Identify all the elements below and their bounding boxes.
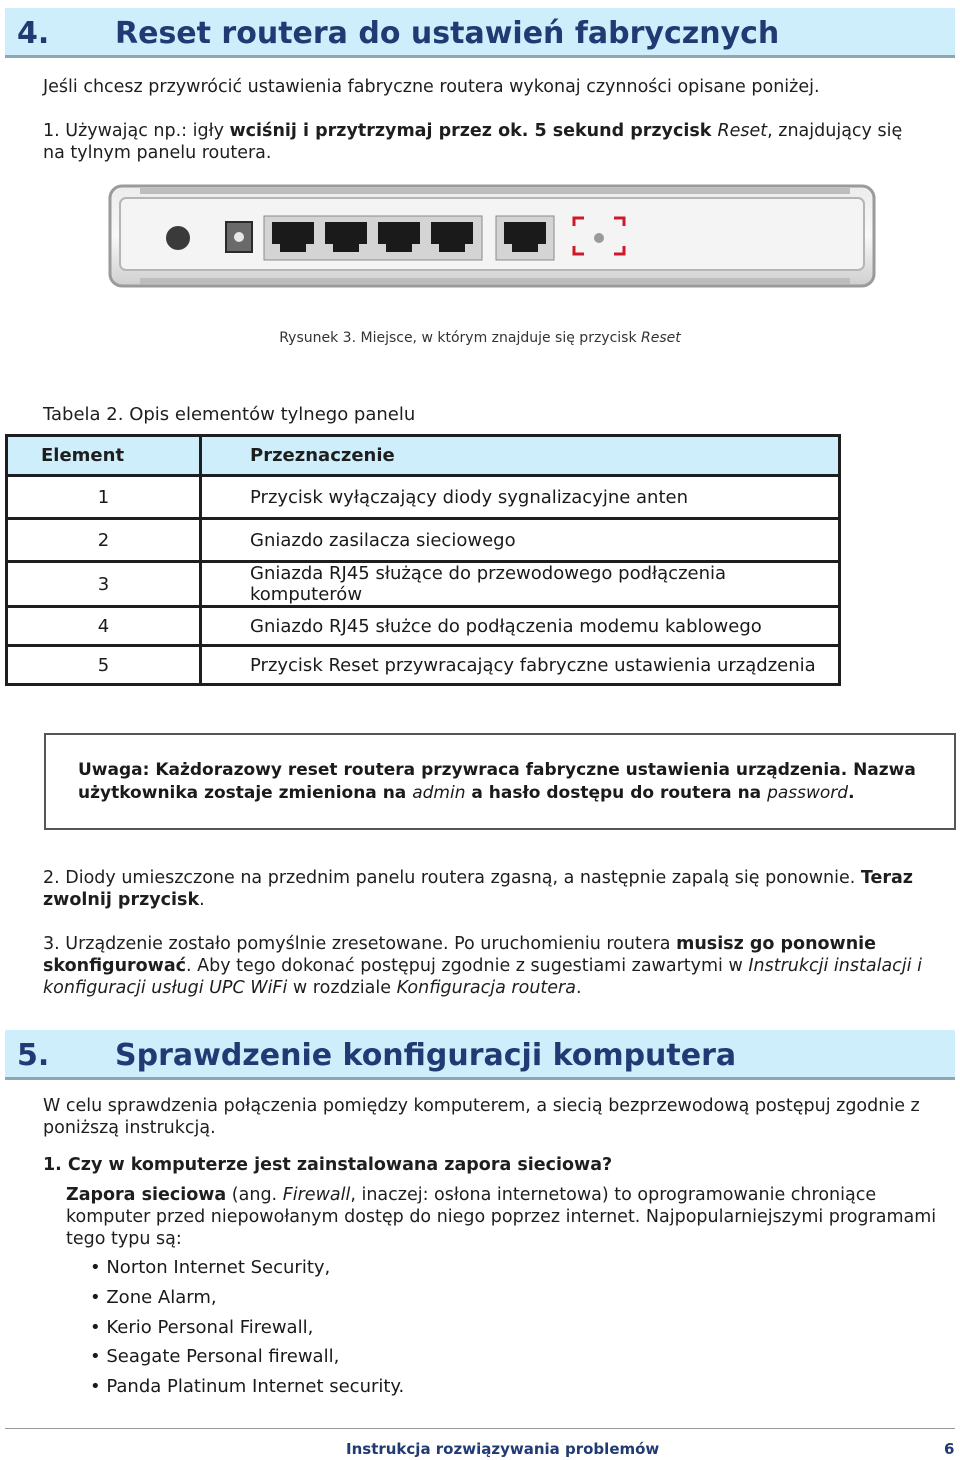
section5-intro: W celu sprawdzenia połączenia pomiędzy komputerem, a siecią bezprzewodową postępuj zgodnie z poniższą instrukcją. <box>43 1096 920 1138</box>
list-item: • Zone Alarm, <box>90 1286 404 1316</box>
table-header-row <box>7 436 840 476</box>
step-2: 2. Diody umieszczone na przednim panelu routera zgasną, a następnie zapalą się ponownie. Teraz zwolnij przycisk. <box>43 868 913 910</box>
table-row <box>7 476 840 519</box>
lan-ports-icon <box>264 216 482 260</box>
table-header-cell: Przeznaczenie <box>201 436 840 476</box>
router-back-panel-image <box>0 180 960 310</box>
antenna-led-button-icon <box>166 226 190 250</box>
list-item: • Panda Platinum Internet security. <box>90 1375 404 1405</box>
table-cell: Gniazda RJ45 służące do przewodowego podłączenia komputerów <box>201 562 840 607</box>
section-number: 4. <box>17 16 50 51</box>
firewall-program-list <box>90 1256 404 1405</box>
section-title: Reset routera do ustawień fabrycznych <box>115 16 780 51</box>
footer-divider <box>5 1428 955 1429</box>
table-cell: 1 <box>7 476 201 519</box>
step-1: 1. Używając np.: igły wciśnij i przytrzymaj przez ok. 5 sekund przycisk Reset, znajdujący się na tylnym panelu routera. <box>43 121 903 163</box>
table-cell: Przycisk Reset przywracający fabryczne ustawienia urządzenia <box>201 646 840 685</box>
table-row <box>7 646 840 685</box>
firewall-question: 1. Czy w komputerze jest zainstalowana zapora sieciowa? <box>43 1155 613 1175</box>
note-text: Uwaga: Każdorazowy reset routera przywraca fabryczne ustawienia urządzenia. Nazwa użytkownika zostaje zmieniona na admin a hasło dostępu do routera na password. <box>78 760 916 803</box>
section-number: 5. <box>17 1038 50 1073</box>
section-header-5 <box>5 1030 955 1080</box>
table-row <box>7 519 840 562</box>
list-item: • Kerio Personal Firewall, <box>90 1316 404 1346</box>
table-cell: 4 <box>7 607 201 646</box>
step-3: 3. Urządzenie zostało pomyślnie zresetowane. Po uruchomieniu routera musisz go ponownie skonfigurować. Aby tego dokonać postępuj zgodnie z sugestiami zawartymi w Instrukcji instalacji i konfiguracji usługi UPC WiFi w rozdziale Konfiguracja routera. <box>43 934 922 998</box>
page-number: 6 <box>944 1440 955 1458</box>
table-row <box>7 562 840 607</box>
intro-paragraph: Jeśli chcesz przywrócić ustawienia fabryczne routera wykonaj czynności opisane poniżej. <box>43 77 820 97</box>
table-cell: Przycisk wyłączający diody sygnalizacyjne anten <box>201 476 840 519</box>
firewall-definition: Zapora sieciowa (ang. Firewall, inaczej: osłona internetowa) to oprogramowanie chroniące komputer przed niepowołanym dostęp do niego poprzez internet. Najpopularniejszymi programami tego typu są: <box>66 1185 937 1249</box>
power-socket-icon <box>226 222 252 252</box>
rear-panel-table <box>5 434 841 686</box>
table-cell: 5 <box>7 646 201 685</box>
table-header-cell: Element <box>7 436 201 476</box>
footer-title: Instrukcja rozwiązywania problemów <box>346 1440 660 1458</box>
table-cell: 3 <box>7 562 201 607</box>
note-box <box>44 733 956 830</box>
table-row <box>7 607 840 646</box>
figure-caption: Rysunek 3. Miejsce, w którym znajduje się przycisk Reset <box>279 330 681 346</box>
table-cell: Gniazdo RJ45 służce do podłączenia modemu kablowego <box>201 607 840 646</box>
section-header-4 <box>5 8 955 58</box>
list-item: • Seagate Personal firewall, <box>90 1345 404 1375</box>
table-cell: Gniazdo zasilacza sieciowego <box>201 519 840 562</box>
section-title: Sprawdzenie konfiguracji komputera <box>115 1038 737 1073</box>
table-title: Tabela 2. Opis elementów tylnego panelu <box>43 404 416 425</box>
table-cell: 2 <box>7 519 201 562</box>
list-item: • Norton Internet Security, <box>90 1256 404 1286</box>
wan-port-icon <box>496 216 554 260</box>
